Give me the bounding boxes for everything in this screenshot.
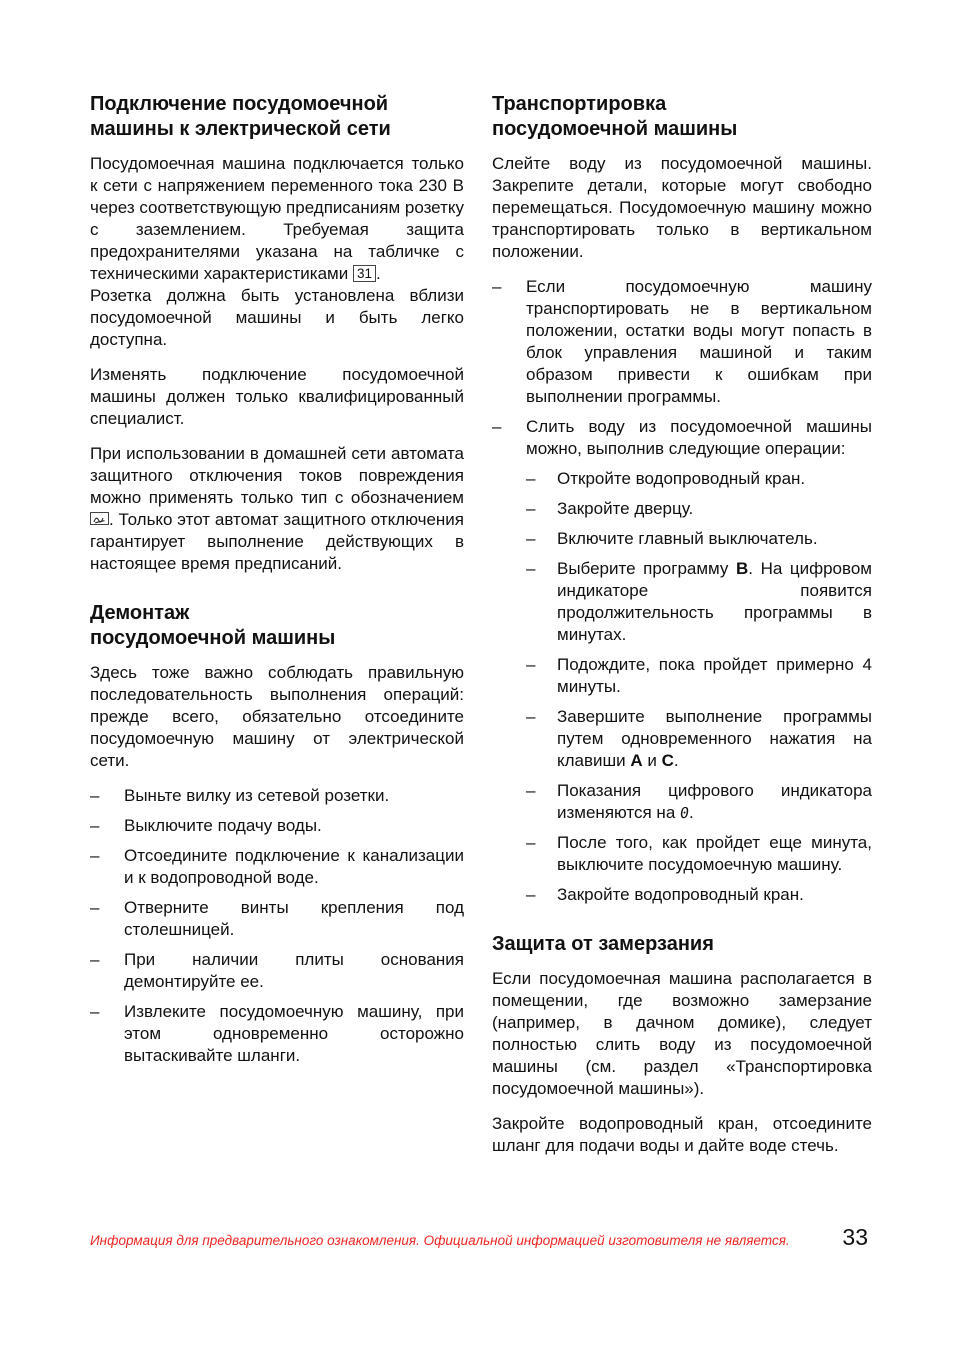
list-item	[526, 468, 872, 490]
list-item	[526, 706, 872, 772]
paragraph	[492, 968, 872, 1100]
list-item	[526, 884, 872, 906]
footer-disclaimer: Информация для предварительного ознакомления. Официальной информацией изготовителя не является.	[90, 1233, 790, 1248]
paragraph	[492, 1113, 872, 1157]
list-item-text: Слить воду из посудомоечной машины можно, выполнив следующие операции: – Откройте водопроводный кран. – Закройте дверцу. – Включите главный выключатель. – Выберите программу B. На цифровом индикаторе появится продолжительность программы в минутах. – Подождите, пока пройдет примерно 4 минуты. – Завершите выполнение программы путем одновременного нажатия на клавиши A и C. – Показания цифрового индикатора изменяются на 0. – После того, как пройдет еще минута, выключите посудомоечную машину. – Закройте водопроводный кран.	[526, 417, 872, 904]
dash-bullet: –	[90, 846, 100, 865]
program-key-label: C	[661, 751, 674, 770]
list-item	[526, 528, 872, 550]
list-item-text: Включите главный выключатель.	[557, 529, 818, 548]
dash-bullet: –	[526, 655, 536, 674]
section-heading: Транспортировка посудомоечной машины	[492, 93, 738, 140]
dash-list	[90, 785, 464, 1067]
dash-bullet: –	[90, 786, 100, 805]
section-heading: Демонтаж посудомоечной машины	[90, 602, 336, 649]
dash-bullet: –	[526, 781, 536, 800]
rcd-type-icon	[90, 512, 109, 525]
page-content	[90, 92, 872, 1170]
left-column	[90, 92, 464, 1170]
paragraph	[90, 153, 464, 351]
section-heading: Защита от замерзания	[492, 933, 714, 955]
paragraph-flow: Закройте водопроводный кран, отсоедините шланг для подачи воды и дайте воде стечь.	[492, 1114, 872, 1155]
dash-bullet: –	[492, 417, 502, 436]
right-column	[492, 92, 872, 1170]
dash-bullet: –	[90, 898, 100, 917]
list-item	[526, 558, 872, 646]
list-item-text: Если посудомоечную машину транспортировать не в вертикальном положении, остатки воды могут попасть в блок управления машиной и таким образом привести к ошибкам при выполнении программы.	[526, 277, 872, 406]
list-item	[90, 1001, 464, 1067]
dash-bullet: –	[526, 833, 536, 852]
paragraph	[90, 662, 464, 772]
dash-bullet: –	[526, 529, 536, 548]
dash-bullet: –	[492, 277, 502, 296]
list-item	[492, 276, 872, 408]
paragraph	[90, 364, 464, 430]
paragraph-flow: Здесь тоже важно соблюдать правильную последовательность выполнения операций: прежде всего, обязательно отсоедините посудомоечную машину от электрической сети.	[90, 663, 464, 770]
dash-bullet: –	[526, 707, 536, 726]
list-item-text: После того, как пройдет еще минута, выключите посудомоечную машину.	[557, 833, 872, 874]
program-key-label: A	[630, 751, 643, 770]
list-item	[526, 654, 872, 698]
list-item-text: Откройте водопроводный кран.	[557, 469, 806, 488]
list-item	[90, 815, 464, 837]
page-footer	[90, 1224, 868, 1251]
page-ref-box-icon: 31	[353, 265, 376, 282]
list-item	[90, 845, 464, 889]
paragraph-flow: Если посудомоечная машина располагается в помещении, где возможно замерзание (например, в дачном домике), следует полностью слить воду из посудомоечной машины (см. раздел «Транспортировка посудомоечной машины»).	[492, 969, 872, 1098]
paragraph-flow: При использовании в домашней сети автомата защитного отключения токов повреждения можно применять только тип с обозначением . Только этот автомат защитного отключения гарантирует выполнение действующих в настоящее время предписаний.	[90, 444, 464, 573]
paragraph-flow: Посудомоечная машина подключается только к сети с напряжением переменного тока 230 В через соответствующую предписаниям розетку с заземлением. Требуемая защита предохранителями указана на табличке с техническими характеристиками 31 .	[90, 154, 464, 283]
list-item-text: При наличии плиты основания демонтируйте ее.	[124, 950, 464, 991]
list-item-text: Отсоедините подключение к канализации и к водопроводной воде.	[124, 846, 464, 887]
dash-bullet: –	[526, 885, 536, 904]
list-item-text: Извлеките посудомоечную машину, при этом одновременно осторожно вытаскивайте шланги.	[124, 1002, 464, 1065]
paragraph	[90, 443, 464, 575]
section-heading: Подключение посудомоечной машины к электрической сети	[90, 93, 391, 140]
list-item-text: Отверните винты крепления под столешницей.	[124, 898, 464, 939]
list-item-text: Подождите, пока пройдет примерно 4 минуты.	[557, 655, 872, 696]
list-item-text: Закройте дверцу.	[557, 499, 694, 518]
program-key-label: B	[736, 559, 749, 578]
list-item	[492, 416, 872, 906]
list-item-text: Выберите программу B. На цифровом индикаторе появится продолжительность программы в минутах.	[557, 559, 872, 644]
list-item	[526, 832, 872, 876]
list-item-text: Показания цифрового индикатора изменяются на 0.	[557, 781, 872, 822]
dash-bullet: –	[526, 469, 536, 488]
seven-segment-zero-icon: 0	[678, 804, 691, 822]
paragraph-flow: Розетка должна быть установлена вблизи посудомоечной машины и быть легко доступна.	[90, 286, 464, 349]
paragraph-flow: Слейте воду из посудомоечной машины. Закрепите детали, которые могут свободно перемещаться. Посудомоечную машину можно транспортировать только в вертикальном положении.	[492, 154, 872, 261]
list-item-text: Завершите выполнение программы путем одновременного нажатия на клавиши A и C.	[557, 707, 872, 770]
list-item	[526, 498, 872, 520]
dash-bullet: –	[90, 950, 100, 969]
list-item-text: Выньте вилку из сетевой розетки.	[124, 786, 390, 805]
dash-list	[492, 276, 872, 906]
paragraph-flow: Изменять подключение посудомоечной машины должен только квалифицированный специалист.	[90, 365, 464, 428]
list-item-text: Закройте водопроводный кран.	[557, 885, 804, 904]
sub-dash-list	[526, 468, 872, 906]
list-item-text: Выключите подачу воды.	[124, 816, 322, 835]
dash-bullet: –	[526, 559, 536, 578]
page-number: 33	[842, 1224, 868, 1250]
list-item	[90, 897, 464, 941]
dash-bullet: –	[90, 1002, 100, 1021]
list-item	[90, 785, 464, 807]
list-item	[90, 949, 464, 993]
list-item	[526, 780, 872, 824]
dash-bullet: –	[526, 499, 536, 518]
dash-bullet: –	[90, 816, 100, 835]
paragraph	[492, 153, 872, 263]
